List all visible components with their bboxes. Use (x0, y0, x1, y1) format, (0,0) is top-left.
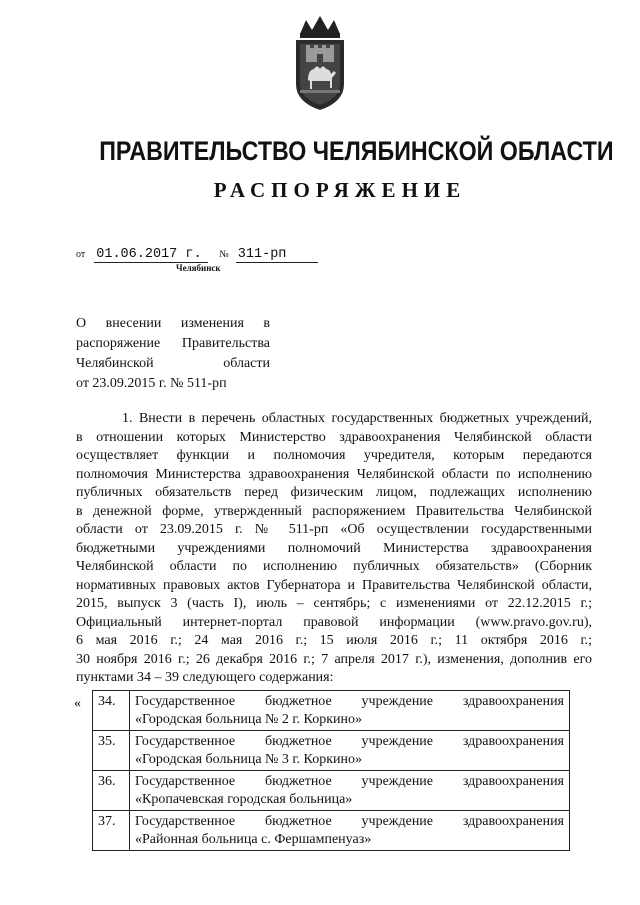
subject-line: Челябинской области (76, 356, 270, 371)
opening-quote-mark: « (74, 696, 81, 711)
document-meta (76, 246, 318, 263)
document-subject (76, 314, 270, 394)
item-text-line: Государственное бюджетное учреждение здравоохранения (135, 814, 564, 829)
table-row (93, 811, 570, 851)
body-line: пунктами 34 – 39 следующего содержания: (76, 670, 334, 685)
body-line: Официальный интернет-портал правовой информации (www.pravo.gov.ru), (76, 614, 592, 630)
document-type-title: РАСПОРЯЖЕНИЕ (213, 178, 467, 202)
item-text-line: Государственное бюджетное учреждение здравоохранения (135, 734, 564, 749)
subject-line: распоряжение Правительства (76, 336, 270, 351)
item-text-line: «Городская больница № 2 г. Коркино» (135, 712, 362, 727)
document-number: 311-рп (236, 247, 318, 263)
body-line: в денежной форме, утвержденный распоряжением Правительства Челябинской (76, 503, 592, 519)
item-text-line: «Городская больница № 3 г. Коркино» (135, 752, 362, 767)
item-number: 37. (93, 811, 130, 851)
number-label: № (219, 249, 229, 260)
table-row (93, 691, 570, 731)
table-row (93, 731, 570, 771)
body-paragraph (76, 410, 592, 688)
body-line: 1. Внести в перечень областных государственных бюджетных учреждений, (122, 411, 592, 426)
government-title: ПРАВИТЕЛЬСТВО ЧЕЛЯБИНСКОЙ ОБЛАСТИ (99, 136, 614, 166)
item-text (130, 691, 570, 731)
body-line: нормативных правовых актов Губернатора и Правительства Челябинской области, (76, 577, 592, 593)
item-text-line: «Кропачевская городская больница» (135, 792, 353, 807)
subject-line: от 23.09.2015 г. № 511-рп (76, 376, 227, 391)
institutions-table (92, 690, 570, 851)
item-text-line: Государственное бюджетное учреждение здравоохранения (135, 694, 564, 709)
city-name: Челябинск (176, 263, 221, 273)
table-row (93, 771, 570, 811)
item-text (130, 771, 570, 811)
item-text (130, 811, 570, 851)
document-date: 01.06.2017 г. (94, 247, 208, 263)
subject-line: О внесении изменения в (76, 316, 270, 331)
body-line: публичных обязательств перед физическим лицом, подлежащих исполнению (76, 485, 592, 500)
body-line: области от 23.09.2015 г. № 511-рп «Об осуществлении государственными (76, 522, 592, 537)
body-line: 6 мая 2016 г.; 24 мая 2016 г.; 15 июля 2016 г.; 11 октября 2016 г.; (76, 633, 592, 648)
item-text-line: Государственное бюджетное учреждение здравоохранения (135, 774, 564, 789)
item-number: 34. (93, 691, 130, 731)
body-line: осуществляет функции и полномочия учредителя, которым передаются (76, 448, 592, 463)
item-number: 36. (93, 771, 130, 811)
date-label: от (76, 249, 86, 260)
item-text-line: «Районная больница с. Фершампенуаз» (135, 832, 372, 847)
body-line: 2015, выпуск 3 (часть I), июль – сентябрь; с изменениями от 22.12.2015 г.; (76, 596, 592, 611)
body-line: бюджетными учреждениями полномочий Министерства здравоохранения (76, 540, 592, 556)
body-line: 30 ноября 2016 г.; 26 декабря 2016 г.; 7 апреля 2017 г.), изменения, дополнив его (76, 651, 592, 667)
body-line: в отношении которых Министерство здравоохранения Челябинской области (76, 429, 592, 445)
body-line: полномочия Министерства здравоохранения Челябинской области по исполнению (76, 466, 592, 482)
item-text (130, 731, 570, 771)
coat-of-arms-emblem (290, 14, 350, 112)
item-number: 35. (93, 731, 130, 771)
body-line: Челябинской области по исполнению публичных обязательств» (Сборник (76, 559, 592, 574)
